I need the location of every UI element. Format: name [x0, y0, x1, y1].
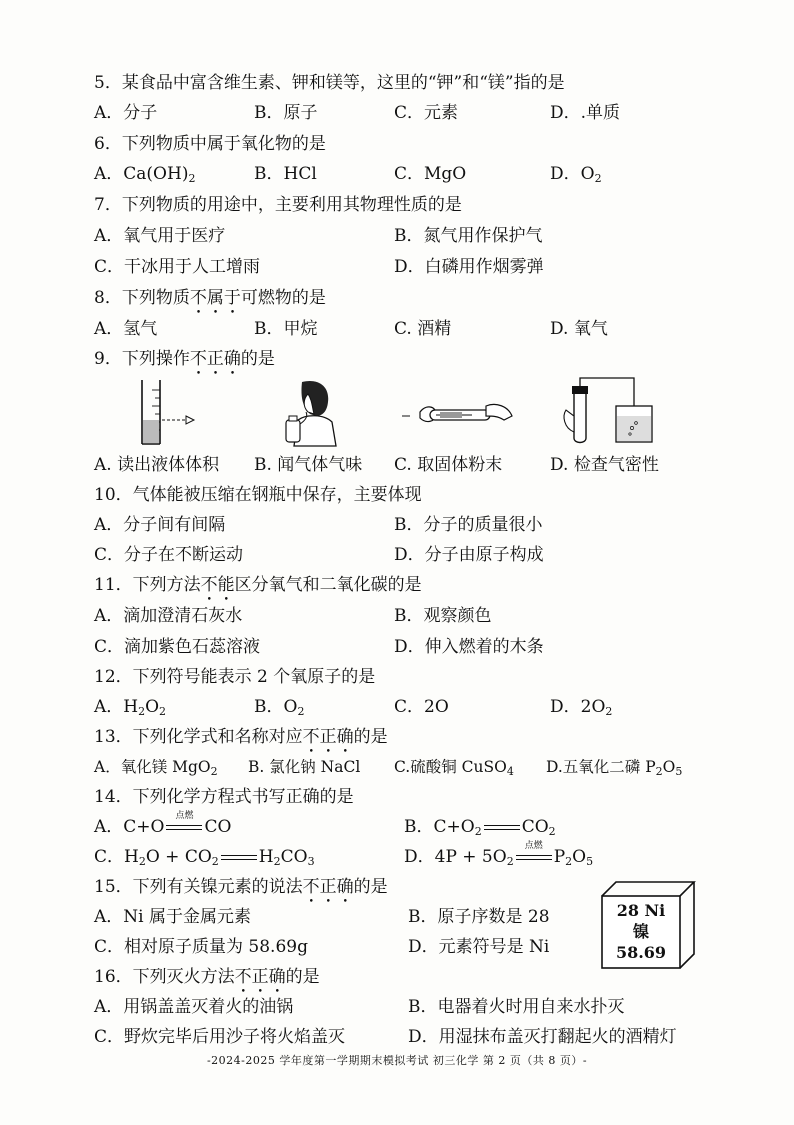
option-a: A．滴加澄清石灰水	[94, 606, 243, 626]
option-a: A．$H_2O_2$	[94, 697, 167, 718]
question-6-stem: 6．下列物质中属于氧化物的是	[94, 134, 326, 154]
question-16-stem: 16．下列灭火方法不正确的是	[94, 967, 320, 987]
option-a: A．C+O 点燃 CO	[94, 811, 232, 837]
option-d: D．分子由原子构成	[394, 545, 544, 565]
option-c: C. 取固体粉末	[394, 455, 503, 475]
option-c: C.硫酸铜 CuSO$_4$	[394, 758, 514, 778]
option-d: D．白磷用作烟雾弹	[394, 257, 544, 277]
option-c: C．野炊完毕后用沙子将火焰盖灭	[94, 1027, 346, 1047]
equation-arrow	[219, 846, 259, 868]
option-d: D．伸入燃着的木条	[394, 637, 544, 657]
question-14-stem: 14．下列化学方程式书写正确的是	[94, 787, 354, 807]
option-d: D.五氧化二磷 $P_2O_5$	[546, 758, 683, 778]
question-12-stem: 12．下列符号能表示 2 个氧原子的是	[94, 667, 376, 687]
question-9-figures	[120, 376, 680, 456]
option-d: D．$2O_2$	[550, 697, 613, 718]
option-b: B．$O_2$	[254, 697, 305, 718]
equation-arrow	[482, 816, 522, 838]
option-a: A．用锅盖盖灭着火的油锅	[94, 997, 294, 1017]
option-a: A．氧气用于医疗	[94, 226, 226, 246]
question-11-stem: 11．下列方法不能区分氧气和二氧化碳的是	[94, 575, 422, 595]
option-b: B．电器着火时用自来水扑灭	[408, 997, 625, 1017]
powder-spatula-icon	[400, 376, 520, 448]
option-c: C．分子在不断运动	[94, 545, 244, 565]
option-a: A．氧化镁 MgO$_2$	[94, 758, 218, 778]
option-a: A．分子间有间隔	[94, 515, 226, 535]
option-a: A．分子	[94, 103, 158, 123]
option-c: C．$H_2O + CO_2$ $H_2CO_3$	[94, 847, 315, 868]
element-name: 镍	[632, 922, 649, 941]
option-a: A. 读出液体体积	[94, 455, 220, 475]
option-d: D．$O_2$	[550, 164, 602, 185]
option-d: D．.单质	[550, 103, 621, 123]
equation-arrow: 点燃	[164, 816, 204, 838]
element-number-symbol: 28 Ni	[616, 901, 666, 920]
option-a: A．Ni 属于金属元素	[94, 907, 251, 927]
option-d: D．元素符号是 Ni	[408, 937, 550, 957]
option-c: C．滴加紫色石蕊溶液	[94, 637, 261, 657]
option-c: C．MgO	[394, 164, 467, 184]
option-b: B．$C+O_2$ $CO_2$	[404, 817, 556, 838]
smelling-gas-icon	[278, 376, 348, 448]
option-c: C．干冰用于人工增雨	[94, 257, 261, 277]
option-b: B．原子	[254, 103, 318, 123]
option-b: B．分子的质量很小	[394, 515, 543, 535]
question-9-stem: 9．下列操作不正确的是	[94, 349, 275, 369]
page-footer: -2024-2025 学年度第一学期期末模拟考试 初三化学 第 2 页（共 8 页）-	[206, 1054, 588, 1067]
option-b: B．观察颜色	[394, 606, 492, 626]
option-c: C．元素	[394, 103, 459, 123]
question-5-stem: 5．某食品中富含维生素、钾和镁等，这里的“钾”和“镁”指的是	[94, 73, 565, 93]
option-c: C. 酒精	[394, 319, 452, 339]
option-b: B．原子序数是 28	[408, 907, 550, 927]
option-c: C．相对原子质量为 58.69g	[94, 937, 308, 957]
equation-arrow: 点燃	[514, 846, 554, 868]
question-7-stem: 7．下列物质的用途中，主要利用其物理性质的是	[94, 195, 462, 215]
element-cube-icon	[600, 880, 700, 970]
airtightness-test-icon	[552, 376, 662, 448]
question-10-stem: 10．气体能被压缩在钢瓶中保存，主要体现	[94, 485, 422, 505]
option-b: B. 闻气体气味	[254, 455, 363, 475]
option-d: D. 氧气	[550, 319, 608, 339]
question-15-stem: 15．下列有关镍元素的说法不正确的是	[94, 877, 388, 897]
question-8-stem: 8．下列物质不属于可燃物的是	[94, 288, 326, 308]
option-d: D．$4P + 5O_2$ 点燃 $P_2O_5$	[404, 841, 594, 868]
option-b: B. 氯化钠 NaCl	[248, 758, 361, 776]
option-d: D．用湿抹布盖灭打翻起火的酒精灯	[408, 1027, 677, 1047]
option-b: B．氮气用作保护气	[394, 226, 543, 246]
element-mass: 58.69	[615, 943, 667, 962]
option-d: D. 检查气密性	[550, 455, 659, 475]
option-c: C．2O	[394, 697, 449, 717]
graduated-cylinder-icon	[134, 376, 204, 448]
question-13-stem: 13．下列化学式和名称对应不正确的是	[94, 727, 388, 747]
option-b: B．HCl	[254, 164, 317, 184]
option-a: A．$Ca(OH)_2$	[94, 164, 196, 185]
option-b: B．甲烷	[254, 319, 318, 339]
option-a: A．氢气	[94, 319, 158, 339]
